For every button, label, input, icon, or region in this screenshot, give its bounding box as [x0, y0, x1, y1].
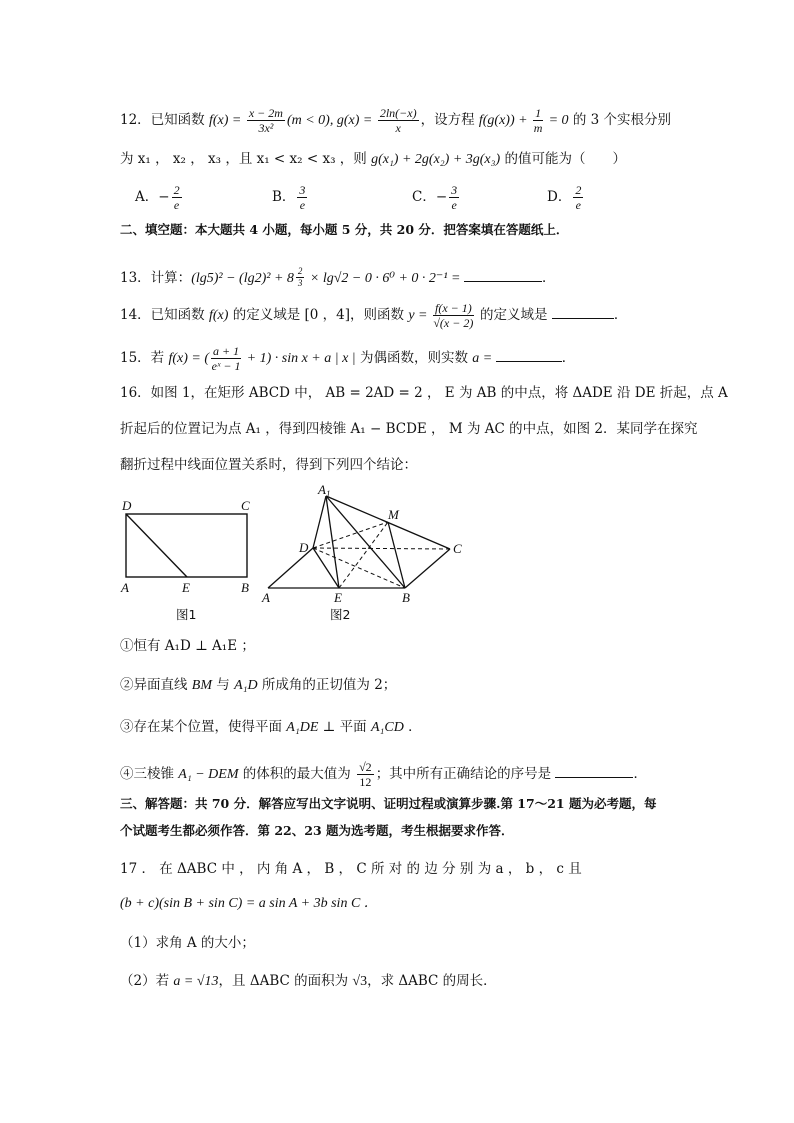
section3-heading-line1: 三、解答题：共 70 分．解答应写出文字说明、证明过程或演算步骤.第 17～21 题为必考题，每	[120, 796, 657, 811]
c4-c: 的体积的最大值为	[238, 766, 356, 782]
q12-eq-denominator: m	[533, 121, 543, 135]
option-sign: −	[435, 189, 448, 205]
q13-prefix: 13．计算：	[120, 270, 192, 286]
q15-mid: 为偶函数，则实数	[355, 350, 473, 366]
q15-denominator: eˣ − 1	[211, 359, 241, 373]
fig2-caption: 图2	[330, 607, 351, 622]
q17-line2: (b + c)(sin B + sin C) = a sin A + 3b sin C ．	[120, 896, 378, 911]
fig2-label-a: A	[262, 590, 270, 605]
rect-abcd	[126, 514, 247, 577]
q12-eq-fraction	[533, 107, 543, 134]
q16-answer-blank[interactable]	[555, 765, 633, 778]
q17-part2-c: ，且 ΔABC 的面积为	[218, 973, 353, 989]
q15-expr1: f(x) = (	[168, 351, 210, 366]
q12-f-fraction	[247, 107, 285, 134]
q12-g-fraction	[378, 107, 419, 134]
q14-fraction	[433, 302, 474, 329]
fig2-label-b: B	[402, 590, 410, 605]
q13-answer-blank[interactable]	[464, 269, 542, 282]
q12-f-def: f(x) =	[208, 113, 245, 128]
q16-conclusion-1: ①恒有 A₁D ⊥ A₁E ；	[120, 638, 255, 654]
c4-a: ④三棱锥	[120, 766, 179, 782]
c2-b: BM	[191, 678, 213, 693]
q12-prefix: 12．已知函数	[120, 112, 209, 128]
hidden-dm	[313, 522, 388, 548]
q14-denominator: √(x − 2)	[433, 316, 474, 330]
q17-part2-d: √3	[352, 974, 368, 989]
section3-heading-line2: 个试题考生都必须作答．第 22、23 题为选考题，考生根据要求作答．	[120, 823, 514, 838]
q14-prefix: 14．已知函数	[120, 307, 209, 323]
option-label: A．	[135, 189, 159, 205]
q16-line3: 翻折过程中线面位置关系时，得到下列四个结论：	[120, 457, 417, 473]
fig2-label-e: E	[334, 590, 342, 605]
c4-fraction	[357, 761, 374, 788]
q15-line	[120, 345, 575, 372]
q12-g-denominator: x	[395, 121, 401, 135]
fig1-label-e: E	[182, 580, 190, 595]
q14-mid: 的定义域是 [0 ，4]，则函数	[228, 307, 409, 323]
fig1-label-c: C	[241, 498, 250, 513]
q12-g-numerator: 2ln(−x)	[379, 106, 417, 120]
q17-part2-a: （2）若	[120, 973, 174, 989]
fig1-label-d: D	[122, 498, 132, 513]
q12-line1	[120, 107, 671, 134]
q13-expr1: (lg5)² − (lg2)² + 8	[191, 271, 294, 286]
q13-expr2: × lg√2 − 0 · 6⁰ + 0 · 2⁻¹ =	[306, 271, 464, 286]
fig1-label-b: B	[241, 580, 249, 595]
c4-numerator: √2	[359, 760, 372, 774]
q12-f-numerator: x − 2m	[248, 106, 283, 120]
q12-line2	[120, 150, 626, 169]
option-fraction	[172, 184, 182, 211]
q12-f-denominator: 3x²	[258, 121, 274, 135]
q14-line	[120, 302, 627, 329]
q16-line1: 16．如图 1，在矩形 ABCD 中， AB = 2AD = 2 ， E 为 AB 的中点，将 ΔADE 沿 DE 折起，点 A	[120, 385, 728, 401]
q15-a: a =	[472, 351, 496, 366]
q15-fraction	[211, 345, 241, 372]
edge-bc	[405, 549, 450, 588]
edge-a1d	[313, 496, 326, 548]
q14-f: f(x)	[208, 308, 229, 323]
q16-conclusion-3	[120, 718, 422, 737]
q14-tail: 的定义域是	[475, 307, 552, 323]
c4-denominator: 12	[359, 775, 372, 789]
c2-d: A₁D	[234, 678, 258, 693]
c4-d: ；其中所有正确结论的序号是	[375, 766, 556, 782]
q17-part1: （1）求角 A 的大小；	[120, 935, 255, 951]
q16-figures	[110, 478, 480, 628]
q13-exponent	[296, 267, 305, 288]
option-numerator: 2	[575, 183, 582, 197]
q13-exp-numerator: 2	[297, 266, 303, 276]
option-denominator: e	[575, 198, 581, 212]
option-denominator: e	[299, 198, 306, 212]
option-fraction	[297, 184, 307, 211]
q12-line2-expr: g(x₁) + 2g(x₂) + 3g(x₃)	[371, 152, 501, 167]
option-fraction	[573, 184, 583, 211]
segment-de	[126, 514, 187, 577]
q12-line2-c: 的值可能为（ ）	[500, 151, 626, 167]
option-label: B．	[272, 189, 296, 205]
option-denominator: e	[451, 198, 457, 212]
q12-eq-numerator: 1	[535, 106, 542, 120]
q15-numerator: a + 1	[213, 344, 240, 358]
fig2-label-d: D	[299, 540, 309, 555]
c2-e: 所成角的正切值为 2；	[257, 677, 397, 693]
q15-prefix: 15．若	[120, 350, 169, 366]
q14-numerator: f(x − 1)	[434, 301, 472, 315]
q12-eq-right: = 0	[545, 113, 569, 128]
section2-heading: 二、填空题：本大题共 4 小题，每小题 5 分，共 20 分．把答案填在答题纸上．	[120, 222, 569, 237]
q15-end: ．	[561, 350, 576, 366]
q14-end: ．	[613, 307, 628, 323]
c2-c: 与	[212, 677, 235, 693]
q12-tail: 的 3 个实根分别	[568, 112, 671, 128]
q16-line2: 折起后的位置记为点 A₁ ，得到四棱锥 A₁ − BCDE ， M 为 AC 的中点，如图 2．某同学在探究	[120, 421, 698, 437]
c3-a: ③存在某个位置，使得平面	[120, 719, 287, 735]
figure-2	[261, 482, 462, 622]
q17-line1: 17 ． 在 ΔABC 中 ， 内 角 A ， B ， C 所 对 的 边 分 别 为 a ， b ， c 且	[120, 861, 582, 877]
q16-conclusion-2	[120, 676, 396, 695]
q17-part2-e: ，求 ΔABC 的周长．	[367, 973, 497, 989]
hidden-em	[339, 522, 388, 588]
q17-part2-b: a = √13	[173, 974, 219, 989]
q12-line2-a: 为 x₁ ， x₂ ， x₃ ，且 x₁ < x₂ < x₃ ，则	[120, 151, 372, 167]
fig1-caption: 图1	[176, 607, 197, 622]
q14-y: y =	[408, 308, 431, 323]
q12-option-d	[547, 184, 585, 211]
c3-b: A₁DE	[286, 720, 319, 735]
option-numerator: 2	[173, 183, 180, 197]
option-numerator: 3	[451, 183, 458, 197]
c3-d: A₁CD	[370, 720, 404, 735]
q16-conclusion-4	[120, 761, 647, 788]
q12-eq-left: f(g(x)) +	[478, 113, 532, 128]
q12-option-b	[272, 184, 309, 211]
option-sign: −	[158, 189, 170, 205]
option-label: C．	[412, 189, 436, 205]
option-fraction	[449, 184, 459, 211]
q12-f-condition: (m < 0), g(x) =	[286, 113, 376, 128]
q12-option-c	[412, 184, 461, 211]
q12-mid: ，设方程	[420, 112, 479, 128]
q17-part2	[120, 972, 497, 991]
q12-option-a	[135, 184, 184, 211]
fig2-label-m: M	[388, 507, 399, 522]
option-denominator: e	[173, 198, 180, 212]
option-label: D．	[547, 189, 572, 205]
q13-exp-denominator: 3	[297, 278, 303, 288]
fig2-label-c: C	[453, 541, 462, 556]
c4-end: ．	[633, 766, 647, 782]
fig2-label-a1: $A_1$	[318, 482, 331, 499]
c4-b: A₁ − DEM	[178, 767, 239, 782]
q15-expr2: + 1) · sin x + a | x |	[243, 351, 356, 366]
figure-1	[120, 498, 250, 622]
q13-line	[120, 267, 555, 288]
c2-a: ②异面直线	[120, 677, 192, 693]
hidden-db	[313, 548, 405, 588]
c3-e: ．	[403, 719, 422, 735]
q14-answer-blank[interactable]	[552, 306, 614, 319]
q15-answer-blank[interactable]	[496, 349, 562, 362]
c3-c: ⊥ 平面	[318, 719, 371, 735]
q13-end: ．	[541, 270, 556, 286]
fig1-label-a: A	[121, 580, 129, 595]
option-numerator: 3	[299, 183, 306, 197]
